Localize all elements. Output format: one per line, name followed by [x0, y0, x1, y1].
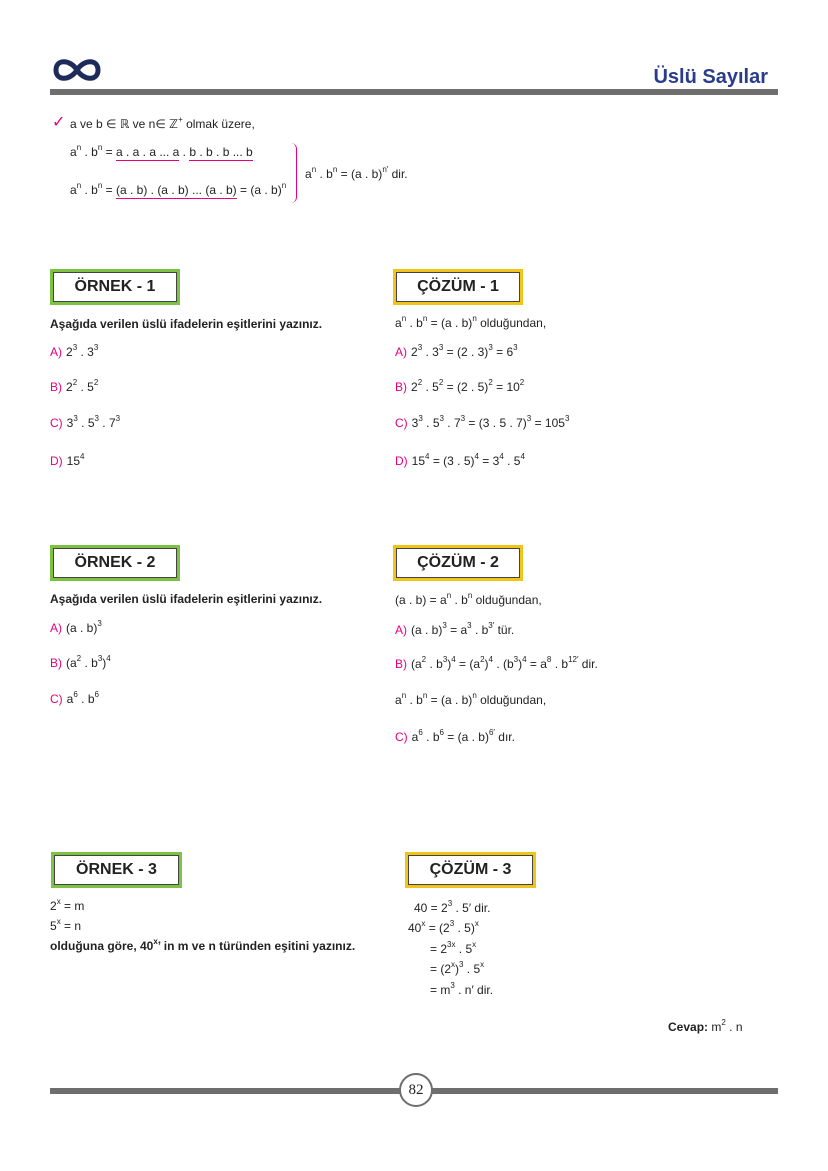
math-text: . 7 [98, 416, 116, 430]
exponent: 3 [115, 414, 121, 423]
exponent: 2 [93, 378, 99, 387]
math-text: . 5) [454, 921, 475, 935]
math-text: . b [406, 316, 423, 330]
exponent: x [421, 919, 426, 928]
math-text: a [395, 316, 402, 330]
exponent: 2 [438, 378, 444, 387]
math-text: 5 [50, 919, 57, 933]
math-text: dır. [494, 730, 515, 744]
solution-2-intro [395, 593, 542, 607]
exponent: 3 [447, 899, 453, 908]
math-text: 3 [411, 416, 419, 430]
exponent: n [422, 691, 428, 700]
exponent: 3 [94, 414, 99, 423]
example-1-title: ÖRNEK - 1 [53, 272, 177, 302]
exponent: + [178, 115, 183, 124]
solution-2-item-b [395, 657, 598, 671]
math-text: a [395, 693, 402, 707]
exponent: x [56, 917, 61, 926]
math-text: . 5 [422, 380, 439, 394]
solution-1-item-c [395, 416, 569, 430]
math-text: = m [430, 983, 451, 997]
math-text: olduğundan, [476, 316, 547, 330]
math-text: = (2 [425, 921, 450, 935]
exponent: n [76, 143, 82, 152]
math-text: 40 = 2 [414, 901, 448, 915]
example-1-item-a [50, 345, 98, 359]
math-text: = (2 [430, 962, 452, 976]
math-text: . b [422, 730, 440, 744]
math-text: a [70, 183, 77, 197]
exponent: 3 [488, 343, 493, 352]
exponent: n [281, 181, 287, 190]
exponent: n [472, 314, 477, 323]
exponent: 4 [451, 655, 456, 664]
solution-2-title: ÇÖZÜM - 2 [396, 548, 520, 578]
exponent: 3′ [488, 621, 495, 630]
item-label: D) [50, 454, 63, 468]
solution-3-line-1 [414, 901, 490, 915]
exponent: 3 [97, 619, 102, 628]
exponent: 4 [499, 452, 504, 461]
formula-line-1 [70, 145, 253, 159]
math-text: . 5 [77, 380, 94, 394]
answer-value [711, 1020, 742, 1034]
exponent: x [472, 940, 477, 949]
solution-1-intro [395, 316, 546, 330]
exponent: x [153, 937, 158, 946]
item-label: C) [50, 692, 63, 706]
math-text: = (a . b) [427, 693, 473, 707]
exponent: x [56, 897, 61, 906]
header-divider [50, 89, 778, 95]
math-text: = [102, 183, 116, 197]
exponent: n [401, 314, 407, 323]
math-text: ∈ ℤ [155, 117, 179, 131]
exponent: n′ [382, 165, 389, 174]
math-text: = (2 . 3) [443, 345, 489, 359]
math-text: . 5′ dir. [452, 901, 491, 915]
math-text: . b [406, 693, 423, 707]
example-3-given-n [50, 919, 81, 933]
intro-condition [70, 117, 255, 131]
math-text: = (3 . 5) [429, 454, 475, 468]
solution-1-item-b [395, 380, 524, 394]
math-text: . [179, 145, 190, 159]
math-text: (a [411, 657, 422, 671]
solution-3-line-4 [430, 962, 484, 976]
example-3-given-m [50, 899, 84, 913]
exponent: 4 [106, 654, 111, 663]
exponent: 4 [474, 452, 479, 461]
exponent: 3 [417, 343, 423, 352]
exponent: 2 [488, 378, 493, 387]
exponent: 3 [459, 960, 464, 969]
item-label: B) [50, 656, 62, 670]
math-text: = (a . b) [443, 730, 489, 744]
solution-2-note [395, 693, 546, 707]
example-1-item-b [50, 380, 98, 394]
math-text: = n [60, 919, 82, 933]
math-text: 2 [66, 380, 73, 394]
item-label: B) [50, 380, 62, 394]
exponent: n [332, 165, 338, 174]
math-text: ∈ ℝ [106, 117, 130, 131]
math-text: . n [725, 1020, 743, 1034]
math-text: . b [81, 656, 98, 670]
math-text: ) [447, 657, 452, 671]
exponent: x [451, 960, 456, 969]
exponent: 3 [442, 621, 447, 630]
exponent: 3 [439, 414, 444, 423]
example-2-question: Aşağıda verilen üslü ifadelerin eşitlerini yazınız. [50, 592, 323, 606]
math-text: . 5 [455, 942, 473, 956]
exponent: 3 [93, 343, 99, 352]
answer [668, 1020, 743, 1034]
page-number: 82 [399, 1073, 433, 1107]
math-text: ) [518, 657, 523, 671]
exponent: n [76, 181, 82, 190]
math-text: a [70, 145, 77, 159]
exponent: n [311, 165, 317, 174]
math-text: . 5 [77, 416, 95, 430]
item-label: C) [50, 416, 63, 430]
math-text: . b [81, 145, 98, 159]
exponent: x [480, 960, 485, 969]
math-text: = (a . b) [236, 183, 282, 197]
exponent: n [97, 143, 103, 152]
math-text: ’ in m ve n türünden eşitini yazınız. [157, 939, 356, 953]
math-text: . 5 [463, 962, 481, 976]
formula-line-2 [70, 183, 286, 197]
check-icon: ✓ [52, 114, 66, 131]
exponent: 3 [460, 414, 466, 423]
math-text: = 10 [492, 380, 520, 394]
math-text: . b [551, 657, 569, 671]
math-text: m [711, 1020, 722, 1034]
exponent: 3 [442, 655, 448, 664]
exponent: x [474, 919, 479, 928]
solution-2-item-c [395, 730, 515, 744]
exponent: 2 [421, 655, 427, 664]
underlined-group: a . a . a ... a [115, 145, 180, 159]
math-text: . 3 [77, 345, 94, 359]
math-text: = 105 [531, 416, 565, 430]
example-1-item-c [50, 416, 120, 430]
exponent: 2 [417, 378, 423, 387]
example-2-item-b [50, 656, 111, 670]
exponent: 6 [439, 728, 444, 737]
math-text: = 2 [430, 942, 448, 956]
item-label: B) [395, 380, 407, 394]
exponent: 2 [76, 654, 82, 663]
exponent: 3 [73, 414, 78, 423]
math-text: olmak üzere, [182, 117, 255, 131]
exponent: 3 [467, 621, 472, 630]
math-text: . n′ dir. [454, 983, 494, 997]
math-text: = (2 . 5) [443, 380, 489, 394]
exponent: 3 [564, 414, 570, 423]
exponent: 3 [450, 981, 455, 990]
exponent: n [446, 591, 452, 600]
math-text: a ve b [70, 117, 107, 131]
exponent: 4 [488, 655, 493, 664]
math-text: 3 [66, 416, 74, 430]
math-text: 15 [411, 454, 426, 468]
exponent: n [467, 591, 473, 600]
math-text: . b [426, 657, 443, 671]
math-text: . (b [492, 657, 514, 671]
infinity-logo-icon [50, 56, 104, 84]
brace [290, 143, 297, 203]
exponent: 4 [520, 452, 525, 461]
math-text: . 5 [503, 454, 521, 468]
solution-1-title: ÇÖZÜM - 1 [396, 272, 520, 302]
math-text: . 3 [422, 345, 439, 359]
example-3-title: ÖRNEK - 3 [54, 855, 179, 885]
math-text: . b [81, 183, 98, 197]
math-text: a [305, 167, 312, 181]
math-text: olduğundan, [476, 693, 547, 707]
item-label: A) [395, 623, 407, 637]
math-text: = a [446, 623, 468, 637]
solution-2-item-a [395, 623, 514, 637]
example-1-item-d [50, 454, 84, 468]
exponent: 2 [480, 655, 485, 664]
underlined-group: b . b . b ... b [189, 145, 253, 159]
item-label: A) [50, 621, 62, 635]
math-text: . b [77, 692, 95, 706]
item-label: C) [395, 730, 408, 744]
math-text: 2 [411, 345, 418, 359]
exponent: 3x [447, 940, 456, 949]
exponent: 3 [438, 343, 444, 352]
exponent: n [401, 691, 407, 700]
exponent: 4 [80, 452, 85, 461]
exponent: 12′ [568, 655, 579, 664]
exponent: 2 [721, 1018, 726, 1027]
math-text: tür. [494, 623, 515, 637]
math-text: 2 [50, 899, 57, 913]
underlined-group: (a . b) . (a . b) ... (a . b) [115, 183, 237, 197]
item-label: B) [395, 657, 407, 671]
math-text: olduğundan, [472, 593, 542, 607]
exponent: 6 [94, 690, 99, 699]
exponent: 3 [72, 343, 78, 352]
formula-result [305, 167, 408, 181]
math-text: 2 [411, 380, 418, 394]
math-text: . b [316, 167, 333, 181]
math-text: = (a . b) [427, 316, 473, 330]
solution-3-line-2 [408, 921, 479, 935]
math-text: (a . b) [66, 621, 98, 635]
math-text: a [66, 692, 74, 706]
example-2-item-a [50, 621, 102, 635]
math-text: = a [526, 657, 547, 671]
math-text: dir. [388, 167, 408, 181]
answer-label: Cevap: [668, 1020, 709, 1034]
item-label: A) [395, 345, 407, 359]
exponent: 3 [513, 655, 519, 664]
math-text: 2 [66, 345, 73, 359]
math-text: (a [66, 656, 77, 670]
example-3-question [50, 939, 355, 953]
math-text: dir. [578, 657, 598, 671]
page-title: Üslü Sayılar [653, 66, 768, 88]
exponent: n [97, 181, 103, 190]
exponent: n [422, 314, 428, 323]
exponent: 3 [449, 919, 455, 928]
example-2-item-c [50, 692, 99, 706]
exponent: 3 [526, 414, 532, 423]
math-text: (a . b) = a [395, 593, 447, 607]
exponent: 4 [425, 452, 430, 461]
math-text: . b [471, 623, 489, 637]
exponent: 4 [522, 655, 527, 664]
math-text: ve n [129, 117, 156, 131]
solution-3-title: ÇÖZÜM - 3 [408, 855, 533, 885]
math-text: . 5 [422, 416, 440, 430]
exponent: 8 [546, 655, 552, 664]
item-label: A) [50, 345, 62, 359]
solution-1-item-d [395, 454, 525, 468]
math-text: = [102, 145, 116, 159]
math-text: = (a . b) [337, 167, 383, 181]
math-text: ) [484, 657, 489, 671]
exponent: 3 [513, 343, 518, 352]
math-text: ) [102, 656, 107, 670]
math-text: (a . b) [411, 623, 443, 637]
item-label: C) [395, 416, 408, 430]
math-text: olduğuna göre, 40 [50, 939, 154, 953]
exponent: 6 [73, 690, 78, 699]
exponent: n [472, 691, 477, 700]
math-text: . b [451, 593, 468, 607]
exponent: 2 [72, 378, 78, 387]
item-label: D) [395, 454, 408, 468]
exponent: 2 [519, 378, 525, 387]
solution-3-line-3 [430, 942, 476, 956]
math-text: = m [60, 899, 85, 913]
exponent: 6 [418, 728, 423, 737]
math-text: = 3 [478, 454, 500, 468]
example-2-title: ÖRNEK - 2 [53, 548, 177, 578]
math-text: 15 [66, 454, 81, 468]
solution-1-item-a [395, 345, 518, 359]
exponent: 6′ [488, 728, 495, 737]
math-text: a [411, 730, 419, 744]
exponent: 3 [418, 414, 423, 423]
math-text: = 6 [492, 345, 514, 359]
math-text: = (3 . 5 . 7) [465, 416, 527, 430]
math-text: . 7 [443, 416, 461, 430]
exponent: 3 [97, 654, 103, 663]
math-text: = (a [455, 657, 481, 671]
solution-3-line-5 [430, 983, 493, 997]
math-text: 40 [408, 921, 422, 935]
example-1-question: Aşağıda verilen üslü ifadelerin eşitlerini yazınız. [50, 317, 323, 331]
math-text: ) [455, 962, 460, 976]
